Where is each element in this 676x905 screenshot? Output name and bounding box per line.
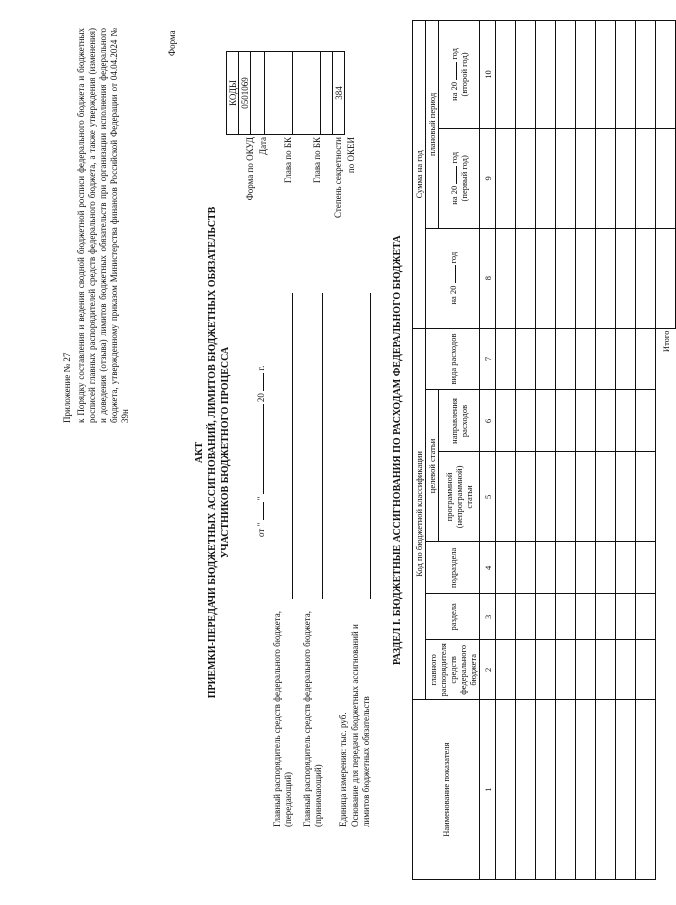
col-plan1-header	[439, 128, 480, 228]
col-plan1-prefix: на 20	[449, 185, 459, 205]
codes-box	[226, 51, 345, 135]
col-year-prefix: на 20	[447, 285, 458, 305]
table-row	[616, 21, 636, 880]
okud-label: Форма по ОКУД	[245, 137, 255, 201]
col-program-header: программной (непрограммной) статьи	[439, 452, 480, 542]
table-row	[576, 21, 596, 880]
okei-code: 384	[333, 52, 345, 135]
unit-label: Единица измерения: тыс. руб.	[338, 712, 348, 827]
basis-label: Основание для передачи бюджетных ассигнований и лимитов бюджетных обязательств	[350, 624, 371, 827]
col-year-suffix: год	[447, 251, 458, 264]
sender-line[interactable]	[292, 293, 293, 599]
table-row	[536, 21, 556, 880]
col-plan2-header	[439, 21, 480, 129]
date-year-suffix: г.	[256, 365, 266, 371]
group-target-header: целевой статьи	[426, 390, 439, 542]
form-label: Форма	[167, 30, 177, 56]
date-quote: "	[256, 496, 266, 501]
col-num: 9	[480, 128, 496, 228]
col-name-header: Наименование показателя	[413, 700, 480, 880]
title-line2: ПРИЕМКИ-ПЕРЕДАЧИ БЮДЖЕТНЫХ АССИГНОВАНИЙ, ЛИМИТОВ БЮДЖЕТНЫХ ОБЯЗАТЕЛЬСТВ	[207, 206, 218, 699]
col-direction-header: направления расходов	[439, 390, 480, 452]
date-line	[256, 366, 267, 537]
group-sum-header: Сумма на год	[413, 21, 426, 329]
col-num: 6	[480, 390, 496, 452]
sender-label: Главный распорядитель средств федерального бюджета, (передающий)	[272, 611, 293, 827]
title-line3: УЧАСТНИКОВ БЮДЖЕТНОГО ПРОЦЕССА	[220, 346, 231, 559]
date-code-cell[interactable]	[251, 52, 265, 135]
date-from: от "	[256, 522, 266, 537]
bk2-label: Глава по БК	[312, 137, 322, 184]
date-month-blank[interactable]	[263, 404, 264, 494]
col-subsection-header: подраздела	[426, 542, 480, 594]
col-plan1-suffix: год	[449, 151, 459, 164]
col-plan1-note: (первый год)	[459, 155, 469, 202]
col-year-header	[426, 228, 480, 328]
secrecy-code-cell[interactable]	[321, 52, 333, 135]
col-plan2-blank[interactable]	[456, 62, 457, 80]
col-plan1-blank[interactable]	[456, 166, 457, 184]
appendix-text: к Порядку составления и ведения сводной бюджетной росписи федерального бюджета и бюджетных росписей главных распорядителей средств федерального бюджета, а также утверждения (изменения) и доведения (отзыва) лимитов бюджетных обязательств при организации исполнения федерального бюджета, утвержденному приказом Министерства финансов Российской Федерации от 04.04.2024 № 39н	[76, 28, 130, 423]
bk1-code-cell[interactable]	[265, 52, 293, 135]
date-day-blank[interactable]	[263, 503, 264, 521]
bk1-label: Глава по БК	[283, 137, 293, 184]
date-year-prefix: 20	[256, 393, 266, 403]
secrecy-label: Степень секретности	[333, 137, 343, 218]
col-num: 3	[480, 594, 496, 640]
date-year-blank[interactable]	[263, 373, 264, 391]
col-num: 4	[480, 542, 496, 594]
appendix-number: Приложение № 27	[62, 352, 72, 423]
table-row	[636, 21, 656, 880]
codes-header: КОДЫ	[227, 52, 239, 135]
date-label: Дата	[258, 137, 268, 155]
bk2-code-cell[interactable]	[293, 52, 321, 135]
total-label: Итого	[656, 328, 676, 879]
col-num: 10	[480, 21, 496, 129]
group-code-header: Код по бюджетной классификации	[413, 328, 426, 700]
col-section-header: раздела	[426, 594, 480, 640]
table-row	[596, 21, 616, 880]
col-num: 7	[480, 328, 496, 390]
receiver-label: Главный распорядитель средств федерального бюджета, (принимающий)	[302, 611, 323, 827]
col-num: 5	[480, 452, 496, 542]
group-plan-header: плановый период	[426, 21, 439, 229]
section-title: РАЗДЕЛ I. БЮДЖЕТНЫЕ АССИГНОВАНИЯ ПО РАСХОДАМ ФЕДЕРАЛЬНОГО БЮДЖЕТА	[392, 235, 403, 665]
col-plan2-prefix: на 20	[449, 81, 459, 101]
budget-table	[412, 20, 676, 880]
col-num: 1	[480, 700, 496, 880]
col-num: 2	[480, 640, 496, 700]
col-plan2-suffix: год	[449, 48, 459, 60]
table-row	[556, 21, 576, 880]
col-gr-header: главного распорядителя средств федерального бюджета	[426, 640, 480, 700]
table-row	[496, 21, 516, 880]
table-row	[516, 21, 536, 880]
okei-label: по ОКЕИ	[346, 137, 356, 174]
col-year-blank[interactable]	[455, 265, 456, 283]
basis-line[interactable]	[370, 293, 371, 599]
okud-code: 0501069	[239, 52, 251, 135]
col-plan2-note: (второй год)	[459, 52, 469, 97]
col-num: 8	[480, 228, 496, 328]
title-line1: АКТ	[194, 441, 205, 464]
receiver-line[interactable]	[322, 293, 323, 599]
col-type-header: вида расходов	[426, 328, 480, 390]
total-row	[656, 21, 676, 880]
